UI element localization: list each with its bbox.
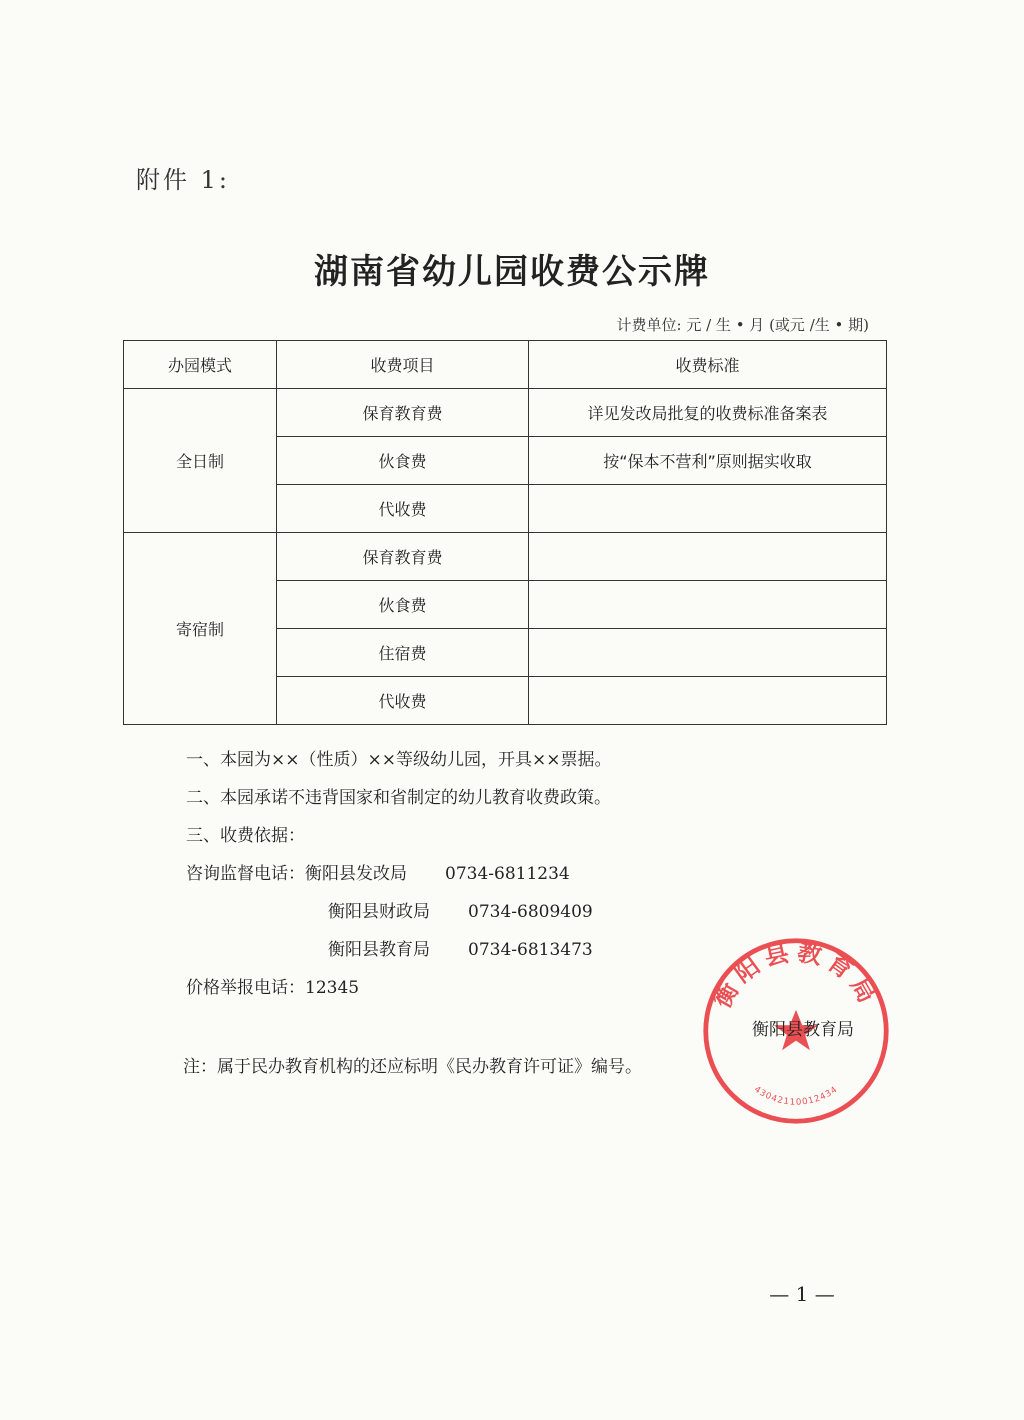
contact-phone: 0734-6813473 <box>468 940 593 960</box>
table-row <box>124 389 887 437</box>
page-title: 湖南省幼儿园收费公示牌 <box>314 252 710 292</box>
contact-dept: 衡阳县财政局 <box>328 902 430 922</box>
note-line-1: 一、本园为××（性质）××等级幼儿园，开具××票据。 <box>186 750 612 770</box>
report-line <box>186 969 611 1007</box>
note-line-2: 二、本园承诺不违背国家和省制定的幼儿教育收费政策。 <box>186 788 611 808</box>
seal-code-text: 43042110012434 <box>752 1084 840 1108</box>
header-standard: 收费标准 <box>529 341 887 389</box>
standard-cell <box>529 629 887 677</box>
attachment-label: 附件 1: <box>136 166 230 194</box>
mode-cell: 全日制 <box>124 389 277 533</box>
notes-section <box>186 741 611 1007</box>
header-mode: 办园模式 <box>124 341 277 389</box>
footnote: 注：属于民办教育机构的还应标明《民办教育许可证》编号。 <box>183 1057 642 1077</box>
contact-phone: 0734-6809409 <box>468 902 593 922</box>
consult-label: 咨询监督电话： <box>186 864 305 884</box>
note-line-3: 三、收费依据： <box>186 826 305 846</box>
contact-line <box>186 893 611 931</box>
contact-line <box>186 855 611 893</box>
standard-cell <box>529 677 887 725</box>
mode-cell: 寄宿制 <box>124 533 277 725</box>
item-cell: 代收费 <box>277 485 529 533</box>
table-row <box>124 533 887 581</box>
header-item: 收费项目 <box>277 341 529 389</box>
item-cell: 保育教育费 <box>277 389 529 437</box>
unit-note: 计费单位: 元 / 生 • 月 (或元 /生 • 期) <box>616 316 869 334</box>
item-cell: 伙食费 <box>277 437 529 485</box>
signer-name: 衡阳县教育局 <box>752 1020 854 1040</box>
contact-dept: 衡阳县发改局 <box>305 864 407 884</box>
seal-name-text: 衡阳县教育局 <box>707 937 885 1013</box>
contact-dept: 衡阳县教育局 <box>328 940 430 960</box>
fee-table <box>123 340 887 725</box>
standard-cell <box>529 581 887 629</box>
report-phone: 12345 <box>305 978 360 998</box>
item-cell: 住宿费 <box>277 629 529 677</box>
item-cell: 伙食费 <box>277 581 529 629</box>
table-header-row <box>124 341 887 389</box>
item-cell: 代收费 <box>277 677 529 725</box>
report-label: 价格举报电话： <box>186 978 305 998</box>
contact-line <box>186 931 611 969</box>
standard-cell <box>529 485 887 533</box>
standard-cell: 详见发改局批复的收费标准备案表 <box>529 389 887 437</box>
page-number: — 1 — <box>769 1282 835 1306</box>
standard-cell <box>529 533 887 581</box>
item-cell: 保育教育费 <box>277 533 529 581</box>
standard-cell: 按“保本不营利”原则据实收取 <box>529 437 887 485</box>
contact-phone: 0734-6811234 <box>445 864 570 884</box>
